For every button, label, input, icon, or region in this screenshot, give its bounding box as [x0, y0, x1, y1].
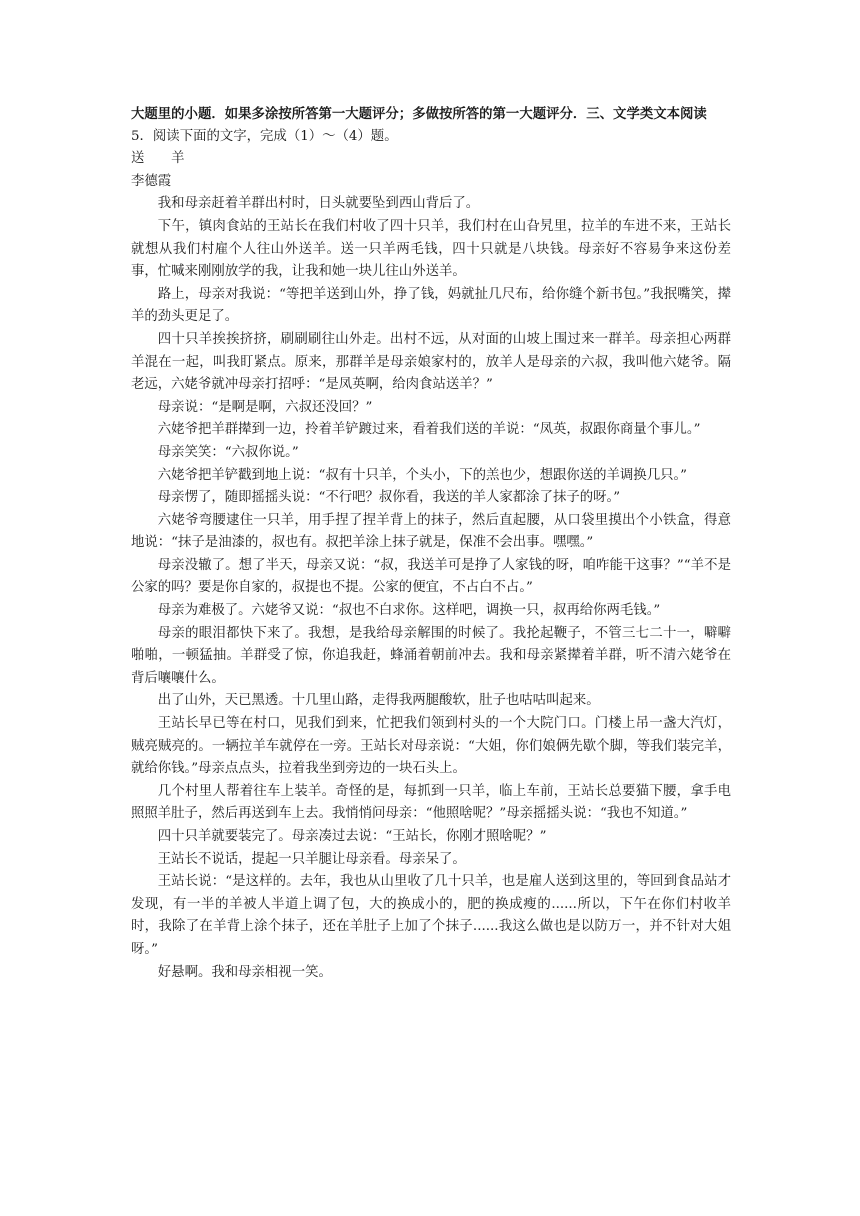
paragraph: 王站长说：“是这样的。去年，我也从山里收了几十只羊，也是雇人送到这里的，等回到食品站才发现，有一半的羊被人半道上调了包，大的换成小的，肥的换成瘦的......所以，下午在你们村收羊时，我除了在羊背上涂个抹子，还在羊肚子上加了个抹子......我这么做也是以防万一，并不针对大姐呀。” — [131, 874, 731, 957]
document-content — [131, 103, 731, 984]
paragraph: 母亲为难极了。六姥爷又说：“叔也不白求你。这样吧，调换一只，叔再给你两毛钱。” — [157, 603, 661, 619]
paragraph: 六姥爷把羊群撵到一边，拎着羊铲踱过来，看着我们送的羊说：“凤英，叔跟你商量个事儿。” — [157, 422, 701, 438]
story-title: 送 羊 — [131, 151, 185, 167]
paragraph: 出了山外，天已黑透。十几里山路，走得我两腿酸软，肚子也咕咕叫起来。 — [157, 693, 600, 709]
paragraph: 几个村里人帮着往车上装羊。奇怪的是，每抓到一只羊，临上车前，王站长总要猫下腰，拿手电照照羊肚子，然后再送到车上去。我悄悄问母亲：“他照啥呢？”母亲摇摇头说：“我也不知道。” — [131, 783, 731, 822]
paragraph: 母亲笑笑：“六叔你说。” — [157, 444, 299, 460]
section-title: 大题里的小题．如果多涂按所答第一大题评分；多做按所答的第一大题评分．三、文学类文本阅读 — [131, 106, 707, 122]
paragraph: 六姥爷把羊铲戳到地上说：“叔有十只羊，个头小，下的羔也少，想跟你送的羊调换几只。” — [157, 467, 688, 483]
story-body — [131, 193, 731, 984]
paragraph: 母亲没辙了。想了半天，母亲又说：“叔，我送羊可是挣了人家钱的呀，咱咋能干这事？”“羊不是公家的吗？要是你自家的，叔提也不提。公家的便宜，不占白不占。” — [131, 557, 731, 596]
paragraph: 王站长早已等在村口，见我们到来，忙把我们领到村头的一个大院门口。门楼上吊一盏大汽灯，贼亮贼亮的。一辆拉羊车就停在一旁。王站长对母亲说：“大姐，你们娘俩先歇个脚，等我们装完羊，就给你钱。”母亲点点头，拉着我坐到旁边的一块石头上。 — [131, 716, 731, 777]
paragraph: 我和母亲赶着羊群出村时，日头就要坠到西山背后了。 — [157, 196, 480, 212]
paragraph: 六姥爷弯腰逮住一只羊，用手捏了捏羊背上的抹子，然后直起腰，从口袋里摸出个小铁盒，得意地说：“抹子是油漆的，叔也有。叔把羊涂上抹子就是，保准不会出事。嘿嘿。” — [131, 512, 731, 551]
paragraph: 四十只羊就要装完了。母亲凑过去说：“王站长，你刚才照啥呢？” — [157, 829, 547, 844]
paragraph: 母亲说：“是啊是啊，六叔还没回？” — [157, 399, 373, 415]
paragraph: 下午，镇肉食站的王站长在我们村收了四十只羊，我们村在山旮旯里，拉羊的车进不来，王站长就想从我们村雇个人往山外送羊。送一只羊两毛钱，四十只就是八块钱。母亲好不容易争来这份差事，忙喊来刚刚放学的我，让我和她一块儿往山外送羊。 — [131, 218, 731, 280]
paragraph: 路上，母亲对我说：“等把羊送到山外，挣了钱，妈就扯几尺布，给你缝个新书包。”我抿嘴笑，撵羊的劲头更足了。 — [131, 286, 731, 325]
paragraph: 好悬啊。我和母亲相视一笑。 — [157, 964, 332, 980]
story-author: 李德霞 — [131, 173, 172, 189]
paragraph: 母亲愣了，随即摇摇头说：“不行吧？叔你看，我送的羊人家都涂了抹子的呀。” — [157, 490, 621, 506]
question-prompt: 5．阅读下面的文字，完成（1）～（4）题。 — [131, 128, 398, 144]
paragraph: 王站长不说话，提起一只羊腿让母亲看。母亲呆了。 — [157, 851, 466, 867]
paragraph: 母亲的眼泪都快下来了。我想，是我给母亲解围的时候了。我抡起鞭子，不管三七二十一，噼噼啪啪，一顿猛抽。羊群受了惊，你追我赶，蜂涌着朝前冲去。我和母亲紧撵着羊群，听不清六姥爷在背后嚷嚷什么。 — [131, 625, 731, 686]
paragraph: 四十只羊挨挨挤挤，刷刷刷往山外走。出村不远，从对面的山坡上围过来一群羊。母亲担心两群羊混在一起，叫我盯紧点。原来，那群羊是母亲娘家村的，放羊人是母亲的六叔，我叫他六姥爷。隔老远，六姥爷就冲母亲打招呼：“是凤英啊，给肉食站送羊？” — [131, 331, 731, 393]
